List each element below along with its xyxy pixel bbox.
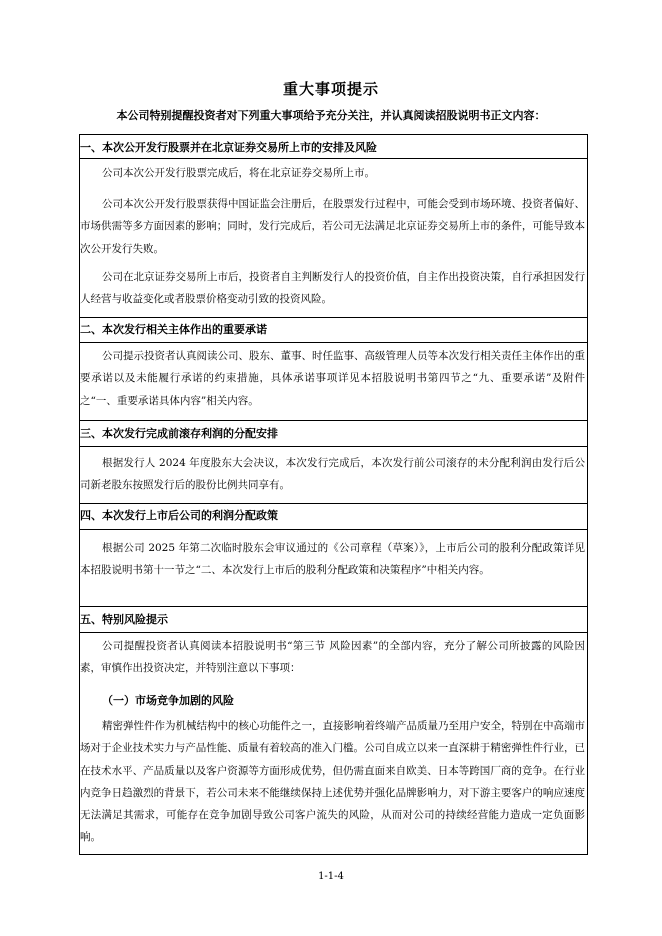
section-1-paragraph-2: 公司本次公开发行股票获得中国证监会注册后，在股票发行过程中，可能会受到市场环境、投资者偏好、市场供需等多方面因素的影响；同时，发行完成后，若公司无法满足北京证券交易所上市的条件，可能导致本次公开发行失败。 xyxy=(80,198,585,255)
section-divider xyxy=(79,420,588,421)
section-heading-4: 四、本次发行上市后公司的利润分配政策 xyxy=(80,509,278,522)
page-title: 重大事项提示 xyxy=(282,80,379,98)
section-divider xyxy=(79,632,588,633)
section-divider xyxy=(79,529,588,530)
section-divider xyxy=(79,158,588,159)
section-heading-5: 五、特别风险提示 xyxy=(80,613,168,626)
section-heading-3: 三、本次发行完成前滚存利润的分配安排 xyxy=(80,427,278,440)
section-2-paragraph-1: 公司提示投资者认真阅读公司、股东、董事、时任监事、高级管理人员等本次发行相关责任主体作出的重要承诺以及未能履行承诺的约束措施，具体承诺事项详见本招股说明书第四节之“九、重要承诺”及附件之“一、重要承诺具体内容”相关内容。 xyxy=(80,350,585,407)
section-divider xyxy=(79,342,588,343)
section-5-paragraph-1: 公司提醒投资者认真阅读本招股说明书“第三节 风险因素”的全部内容，充分了解公司所披露的风险因素，审慎作出投资决定，并特别注意以下事项： xyxy=(80,640,585,675)
section-1-paragraph-1: 公司本次公开发行股票完成后，将在北京证券交易所上市。 xyxy=(102,167,375,179)
section-heading-2: 二、本次发行相关主体作出的重要承诺 xyxy=(80,323,267,336)
subsection-heading: （一）市场竞争加剧的风险 xyxy=(102,694,234,707)
intro-note: 本公司特别提醒投资者对下列重大事项给予充分关注，并认真阅读招股说明书正文内容： xyxy=(116,109,546,122)
section-3-paragraph-1: 根据发行人 2024 年度股东大会决议，本次发行完成后，本次发行前公司滚存的未分配利润由发行后公司新老股东按照发行后的股份比例共同享有。 xyxy=(80,457,585,492)
page-number: 1-1-4 xyxy=(318,871,344,882)
section-1-paragraph-3: 公司在北京证券交易所上市后，投资者自主判断发行人的投资价值，自主作出投资决策，自行承担因发行人经营与收益变化或者股票价格变动引致的投资风险。 xyxy=(80,271,585,306)
section-divider xyxy=(79,446,588,447)
section-heading-1: 一、本次公开发行股票并在北京证券交易所上市的安排及风险 xyxy=(80,141,377,154)
subsection-paragraph: 精密弹性件作为机械结构中的核心功能件之一，直接影响着终端产品质量乃至用户安全，特别在中高端市场对于企业技术实力与产品性能、质量有着较高的准入门槛。公司自成立以来一直深耕于精密弹性件行业，已在技术水平、产品质量以及客户资源等方面形成优势，但仍需直面来自欧美、日本等跨国厂商的竞争。在行业内竞争日趋激烈的背景下，若公司未来不能继续保持上述优势并强化品牌影响力，对下游主要客户的响应速度无法满足其需求，可能存在竞争加剧导致公司客户流失的风险，从而对公司的持续经营能力造成一定负面影响。 xyxy=(80,720,585,844)
section-divider xyxy=(79,503,588,504)
section-divider xyxy=(79,606,588,607)
section-divider xyxy=(79,317,588,318)
section-4-paragraph-1: 根据公司 2025 年第二次临时股东会审议通过的《公司章程（草案）》，上市后公司的股利分配政策详见本招股说明书第十一节之“二、本次发行上市后的股利分配政策和决策程序”中相关内容。 xyxy=(80,542,585,577)
